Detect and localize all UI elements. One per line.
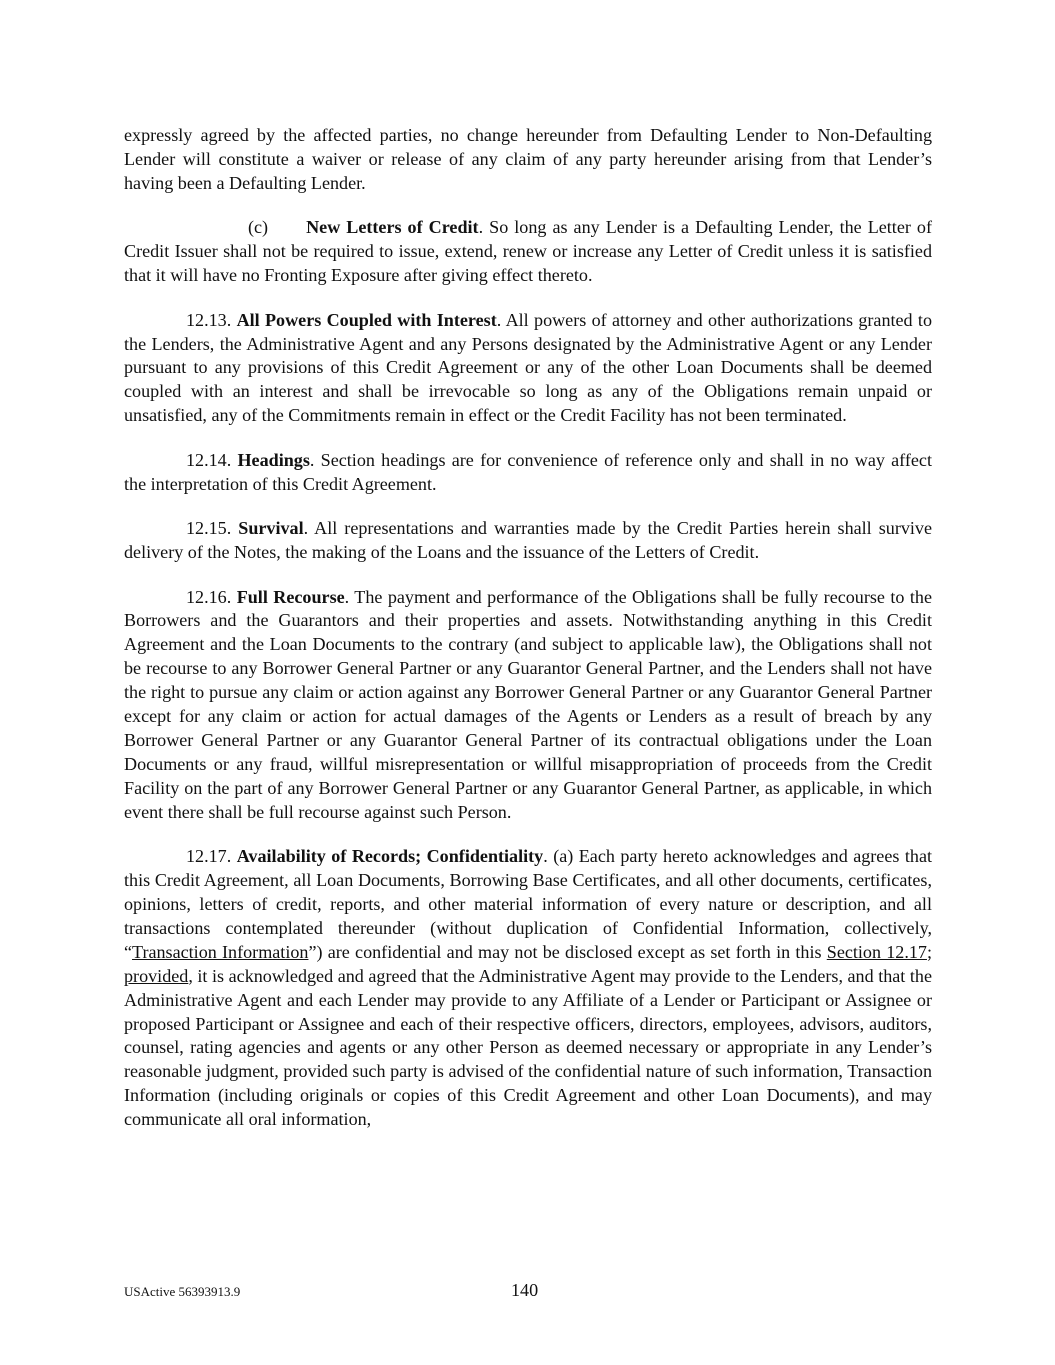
section-12-13-number: 12.13. [186,309,232,330]
section-12-16-number: 12.16. [186,586,232,607]
section-12-16-heading: Full Recourse [236,586,345,607]
document-body [124,124,932,1153]
section-12-17 [124,845,932,1132]
subsection-c-heading: New Letters of Credit [306,217,479,238]
section-12-17-text-1: . (a) Each party hereto acknowledges and agrees that this Credit Agreement, all Loan Documents, Borrowing Base Certificates, and all other documents, certificates, opinions, letters of credit, reports, and other material information of every nature or description, and all transactions contemplated thereunder (without duplication of Confidential Information, collectively, “ [124,846,932,962]
section-12-15-number: 12.15. [186,518,232,539]
section-12-17-text-4: , it is acknowledged and agreed that the Administrative Agent may provide to the Lenders, and that the Administrative Agent and each Lender may provide to any Affiliate of a Lender or Participant or Assignee or proposed Participant or Assignee and each of their respective officers, directors, employees, advisors, auditors, counsel, rating agencies and agents or any other Person as deemed necessary or appropriate in any Lender’s reasonable judgment, provided such party is advised of the confidential nature of such information, Transaction Information (including originals or copies of this Credit Agreement and other Loan Documents), and may communicate all oral information, [124,965,932,1130]
section-12-14-text: . Section headings are for convenience of reference only and shall in no way affect the interpretation of this Credit Agreement. [124,449,932,494]
section-12-16-text: . The payment and performance of the Obligations shall be fully recourse to the Borrowers and the Guarantors and their properties and assets. Notwithstanding anything in this Credit Agreement and the Loan Documents to the contrary (and subject to applicable law), the Obligations shall not be recourse to any Borrower General Partner or any Guarantor General Partner, and the Lenders shall not have the right to pursue any claim or action against any Borrower General Partner or any Guarantor General Partner except for any claim or action for actual damages of the Agents or Lenders as a result of breach by any Borrower General Partner or any Guarantor General Partner of its contractual obligations under the Loan Documents or any fraud, willful misrepresentation or willful misappropriation of proceeds from the Credit Facility on the part of any Borrower General Partner or any Guarantor General Partner, as applicable, in which event there shall be full recourse against such Person. [124,586,932,822]
proviso-term: provided [124,965,189,986]
section-12-13 [124,309,932,429]
section-12-15 [124,517,932,565]
defined-term-transaction-information: Transaction Information [132,941,309,962]
subsection-c-label: (c) [248,217,269,238]
continuation-paragraph [124,124,932,196]
subsection-c [124,216,932,288]
subsection-c-text: . So long as any Lender is a Defaulting Lender, the Letter of Credit Issuer shall not be required to issue, extend, renew or increase any Letter of Credit unless it is satisfied that it will have no Fronting Exposure after giving effect thereto. [124,217,932,286]
section-12-17-number: 12.17. [186,846,232,867]
section-12-17-cross-reference: Section 12.17 [826,941,927,962]
continuation-text: expressly agreed by the affected parties, no change hereunder from Defaulting Lender to Non-Defaulting Lender will constitute a waiver or release of any claim of any party hereunder arising from that Lender’s having been a Defaulting Lender. [124,125,932,193]
page-number: 140 [511,1280,539,1300]
section-12-14 [124,449,932,497]
section-12-17-text-2: ”) are confidential and may not be disclosed except as set forth in this [308,941,827,962]
section-12-14-number: 12.14. [186,449,232,470]
section-12-14-heading: Headings [237,449,310,470]
section-12-13-heading: All Powers Coupled with Interest [236,309,497,330]
section-12-17-heading: Availability of Records; Confidentiality [236,846,544,867]
section-12-16 [124,586,932,825]
section-12-15-text: . All representations and warranties made by the Credit Parties herein shall survive delivery of the Notes, the making of the Loans and the issuance of the Letters of Credit. [124,518,932,563]
section-12-13-text: . All powers of attorney and other authorizations granted to the Lenders, the Administrative Agent and any Persons designated by the Administrative Agent or any Lender pursuant to any provisions of this Credit Agreement or any of the other Loan Documents shall be deemed coupled with an interest and shall be irrevocable so long as any of the Obligations remain unpaid or unsatisfied, any of the Commitments remain in effect or the Credit Facility has not been terminated. [124,309,932,426]
footer-document-id: USActive 56393913.9 [124,1284,241,1299]
section-12-17-text-3: ; [926,941,932,962]
section-12-15-heading: Survival [238,518,304,539]
